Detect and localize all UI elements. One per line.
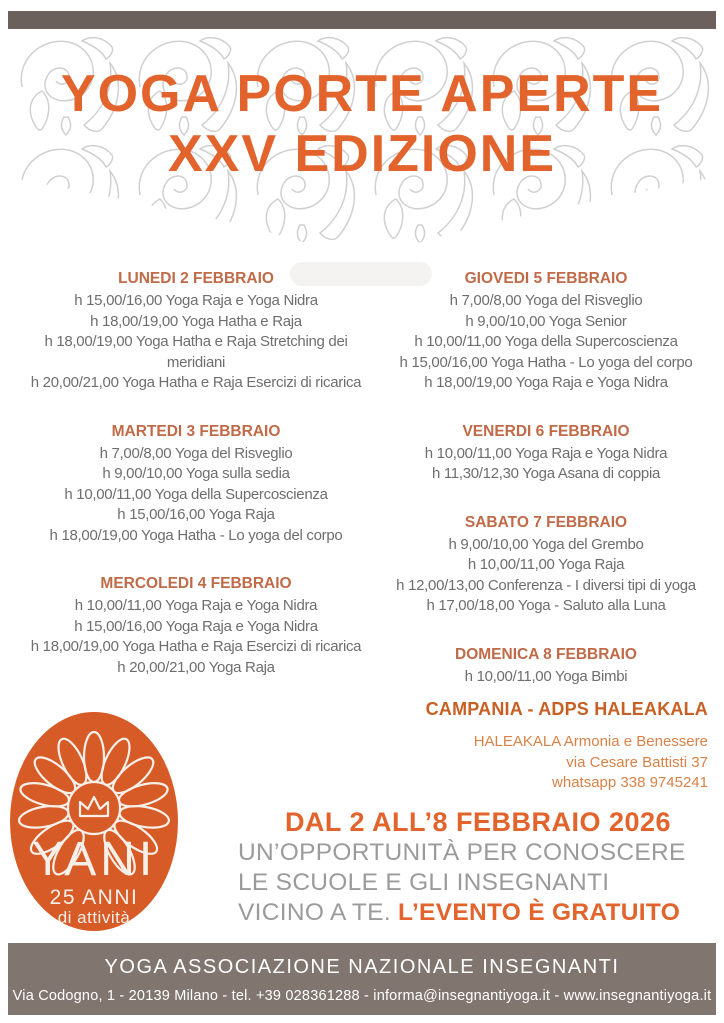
- schedule-entry: h 10,00/11,00 Yoga Bimbi: [464, 667, 628, 685]
- studio-whatsapp: whatsapp 338 9745241: [552, 774, 708, 791]
- schedule-entry: h 15,00/16,00 Yoga Raja: [117, 506, 275, 523]
- region-contact-block: [288, 699, 708, 794]
- studio-address: via Cesare Battisti 37: [566, 753, 708, 771]
- day-header: LUNEDI 2 FEBBRAIO: [118, 270, 274, 287]
- event-title-line1: YOGA PORTE APERTE: [60, 65, 664, 123]
- top-bar: [8, 11, 716, 29]
- region-address: [288, 732, 708, 794]
- day-header: SABATO 7 FEBBRAIO: [464, 513, 628, 531]
- schedule-entry: h 15,00/16,00 Yoga Raja e Yoga Nidra: [74, 292, 318, 309]
- day-section-venerdi: [374, 421, 718, 485]
- association-contact: Via Codogno, 1 - 20139 Milano - tel. +39 028361288 - informa@insegnantiyoga.it - www.insegnantiyoga.it: [12, 988, 712, 1004]
- event-title-line2: XXV EDIZIONE: [167, 125, 557, 183]
- schedule-entry: h 20,00/21,00 Yoga Hatha e Raja Esercizi di ricarica: [30, 374, 362, 391]
- schedule-entry: h 18,00/19,00 Yoga Hatha - Lo yoga del corpo: [49, 526, 343, 544]
- schedule-entry: h 12,00/13,00 Conferenza - I diversi tipi di yoga: [396, 576, 696, 594]
- free-event-text: L’EVENTO È GRATUITO: [398, 899, 681, 926]
- schedule-entry: h 15,00/16,00 Yoga Raja e Yoga Nidra: [74, 617, 318, 635]
- association-name: YOGA ASSOCIAZIONE NAZIONALE INSEGNANTI: [104, 956, 620, 978]
- schedule-entry: h 10,00/11,00 Yoga della Supercoscienza: [64, 485, 328, 503]
- event-title: [0, 64, 724, 184]
- day-section-lunedi: [16, 268, 376, 394]
- schedule-entry: h 7,00/8,00 Yoga del Risveglio: [99, 444, 293, 462]
- day-section-giovedi: [374, 268, 718, 394]
- day-section-martedi: [16, 421, 376, 547]
- schedule-entry: h 9,00/10,00 Yoga sulla sedia: [102, 465, 290, 482]
- schedule-entry: h 10,00/11,00 Yoga Raja e Yoga Nidra: [74, 597, 318, 614]
- day-header: MERCOLEDI 4 FEBBRAIO: [100, 575, 292, 592]
- day-header: GIOVEDI 5 FEBBRAIO: [464, 270, 628, 287]
- schedule-column-left: [16, 268, 376, 705]
- schedule-entry: h 10,00/11,00 Yoga Raja: [467, 556, 625, 573]
- footer-bar: [8, 943, 716, 1015]
- schedule-entry: h 18,00/19,00 Yoga Hatha e Raja: [90, 312, 302, 330]
- schedule-entry: h 18,00/19,00 Yoga Hatha e Raja Stretching dei meridiani: [44, 333, 348, 371]
- logo-inner-circle: [68, 782, 120, 834]
- schedule-entry: h 18,00/19,00 Yoga Raja e Yoga Nidra: [424, 374, 668, 391]
- schedule-entry: h 18,00/19,00 Yoga Hatha e Raja Esercizi di ricarica: [30, 638, 362, 655]
- studio-name: HALEAKALA Armonia e Benessere: [473, 733, 708, 750]
- logo-name: YANI: [31, 833, 157, 886]
- day-section-sabato: [374, 512, 718, 617]
- logo-activity: di attività: [57, 908, 131, 927]
- region-title: CAMPANIA - ADPS HALEAKALA: [425, 699, 708, 719]
- promo-line3-gray: VICINO A TE.: [238, 899, 399, 926]
- yani-logo: [10, 712, 178, 931]
- logo-anniversary: 25 ANNI: [49, 886, 139, 909]
- schedule-entry: h 9,00/10,00 Yoga Senior: [465, 312, 627, 330]
- schedule-entry: h 17,00/18,00 Yoga - Saluto alla Luna: [426, 597, 666, 614]
- promo-block: [238, 806, 718, 928]
- day-header: VENERDI 6 FEBBRAIO: [462, 422, 630, 440]
- schedule-entry: h 11,30/12,30 Yoga Asana di coppia: [431, 465, 661, 482]
- promo-line1: UN’OPPORTUNITÀ PER CONOSCERE: [238, 839, 686, 866]
- schedule-entry: h 10,00/11,00 Yoga Raja e Yoga Nidra: [424, 444, 668, 462]
- event-dates: DAL 2 ALL’8 FEBBRAIO 2026: [284, 807, 672, 837]
- schedule-entry: h 15,00/16,00 Yoga Hatha - Lo yoga del corpo: [399, 353, 693, 371]
- promo-line3: [238, 898, 718, 928]
- day-section-domenica: [374, 644, 718, 688]
- schedule-column-right: [374, 268, 718, 714]
- schedule-entry: h 9,00/10,00 Yoga del Grembo: [448, 535, 644, 553]
- schedule-entry: h 20,00/21,00 Yoga Raja: [117, 658, 275, 676]
- day-header: MARTEDI 3 FEBBRAIO: [111, 422, 281, 440]
- promo-line2: LE SCUOLE E GLI INSEGNANTI: [238, 869, 610, 896]
- schedule-entry: h 7,00/8,00 Yoga del Risveglio: [449, 292, 643, 309]
- day-section-mercoledi: [16, 573, 376, 678]
- schedule-entry: h 10,00/11,00 Yoga della Supercoscienza: [414, 333, 678, 350]
- day-header: DOMENICA 8 FEBBRAIO: [455, 645, 637, 663]
